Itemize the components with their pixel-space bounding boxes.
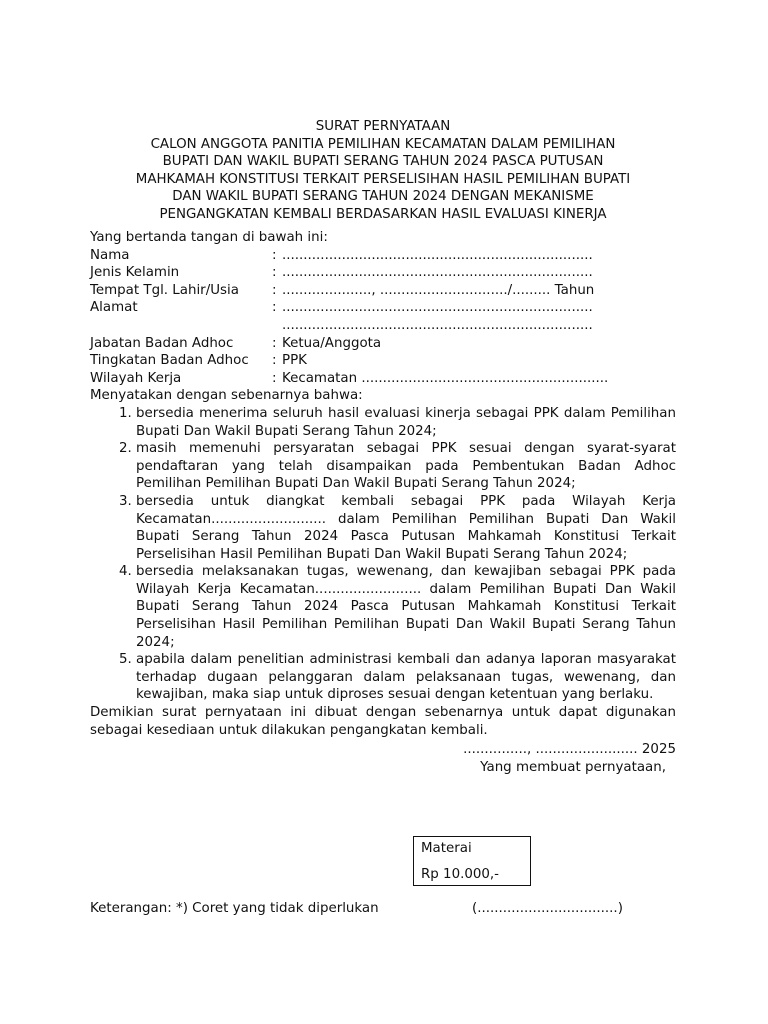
statement-document — [90, 118, 676, 776]
field-value-wilayah: Kecamatan .......................................................... — [282, 370, 609, 386]
field-row-tingkatan — [90, 352, 676, 370]
field-colon: : — [272, 265, 277, 281]
field-row-jabatan — [90, 335, 676, 353]
field-value-ttl: ....................., ............................../......... Tahun — [282, 282, 595, 298]
field-row-nama — [90, 247, 676, 265]
title-line: PENGANGKATAN KEMBALI BERDASARKAN HASIL EVALUASI KINERJA — [159, 206, 607, 222]
closing-paragraph: Demikian surat pernyataan ini dibuat dengan sebenarnya untuk dapat digunakan sebagai kesediaan untuk dilakukan pengangkatan kembali. — [90, 705, 676, 738]
field-colon: : — [272, 282, 277, 298]
field-row-alamat — [90, 299, 676, 317]
materai-stamp-box — [413, 836, 531, 886]
signature-placeholder: (.................................) — [472, 901, 623, 916]
signer-label: Yang membuat pernyataan, — [480, 759, 666, 775]
statement-point: 4. bersedia melaksanakan tugas, wewenang, dan kewajiban sebagai PPK pada Wilayah Kerja Kecamatan......................... dalam Pemilihan Bupati Dan Wakil Bupati Serang Tahun 2024 Pasca Putusan Mahkamah Konstitusi Terkait Perselisihan Hasil Pemilihan Pemilihan Bupati Dan Wakil Bupati Serang Tahun 2024; — [136, 563, 676, 651]
field-label: Jabatan Badan Adhoc — [90, 335, 234, 351]
title-line: BUPATI DAN WAKIL BUPATI SERANG TAHUN 2024 PASCA PUTUSAN — [162, 154, 604, 169]
field-row-wilayah — [90, 370, 676, 388]
field-value-alamat-cont: ......................................................................... — [282, 317, 593, 333]
title-line: SURAT PERNYATAAN — [315, 119, 451, 134]
document-title — [90, 118, 676, 223]
field-value-alamat: ......................................................................... — [282, 300, 593, 316]
field-row-jenis-kelamin — [90, 264, 676, 282]
field-colon: : — [272, 335, 277, 351]
field-value-tingkatan: PPK — [282, 353, 307, 369]
statement-point: 5. apabila dalam penelitian administrasi kembali dan adanya laporan masyarakat terhadap dugaan pelanggaran dalam pelaksanaan tugas, wewenang, dan kewajiban, maka siap untuk diproses sesuai dengan ketentuan yang berlaku. — [136, 651, 676, 704]
field-label: Tingkatan Badan Adhoc — [90, 353, 249, 369]
field-colon: : — [272, 247, 277, 263]
field-value-jabatan: Ketua/Anggota — [282, 335, 382, 351]
statement-point: 2. masih memenuhi persyaratan sebagai PPK sesuai dengan syarat-syarat pendaftaran yang telah disampaikan pada Pembentukan Badan Adhoc Pemilihan Pemilihan Bupati Dan Wakil Bupati Serang Tahun 2024; — [136, 440, 676, 493]
field-colon: : — [272, 370, 277, 386]
identity-fields — [90, 247, 676, 388]
materai-amount: Rp 10.000,- — [421, 866, 500, 882]
materai-label: Materai — [421, 841, 472, 856]
keterangan-note: Keterangan: *) Coret yang tidak diperlukan — [90, 901, 379, 916]
statement-point: 3. bersedia untuk diangkat kembali sebagai PPK pada Wilayah Kerja Kecamatan........................... dalam Pemilihan Pemilihan Bupati Dan Wakil Bupati Serang Tahun 2024 Pasca Putusan Mahkamah Konstitusi Terkait Perselisihan Hasil Pemilihan Bupati Dan Wakil Bupati Serang Tahun 2024; — [136, 493, 676, 563]
field-value-jenis-kelamin: ......................................................................... — [282, 265, 593, 281]
field-label: Nama — [90, 247, 130, 263]
statement-point: 1. bersedia menerima seluruh hasil evaluasi kinerja sebagai PPK dalam Pemilihan Bupati Dan Wakil Bupati Serang Tahun 2024; — [136, 405, 676, 440]
field-label: Tempat Tgl. Lahir/Usia — [90, 282, 239, 298]
field-colon: : — [272, 353, 277, 369]
field-label: Alamat — [90, 300, 138, 316]
intro-text: Yang bertanda tangan di bawah ini: — [90, 230, 328, 245]
date-line: ..............., ........................ 2025 — [463, 742, 676, 758]
field-value-nama: ......................................................................... — [282, 247, 593, 263]
field-label: Jenis Kelamin — [90, 265, 180, 281]
title-line: CALON ANGGOTA PANITIA PEMILIHAN KECAMATAN DALAM PEMILIHAN — [150, 136, 616, 152]
field-colon: : — [272, 300, 277, 316]
title-line: DAN WAKIL BUPATI SERANG TAHUN 2024 DENGAN MEKANISME — [172, 189, 594, 204]
field-label: Wilayah Kerja — [90, 370, 182, 386]
title-line: MAHKAMAH KONSTITUSI TERKAIT PERSELISIHAN HASIL PEMILIHAN BUPATI — [135, 171, 631, 187]
statement-points — [90, 405, 676, 704]
field-row-ttl — [90, 282, 676, 300]
statement-intro: Menyatakan dengan sebenarnya bahwa: — [90, 388, 363, 404]
field-row-alamat-cont — [90, 317, 676, 335]
footer — [90, 900, 676, 918]
